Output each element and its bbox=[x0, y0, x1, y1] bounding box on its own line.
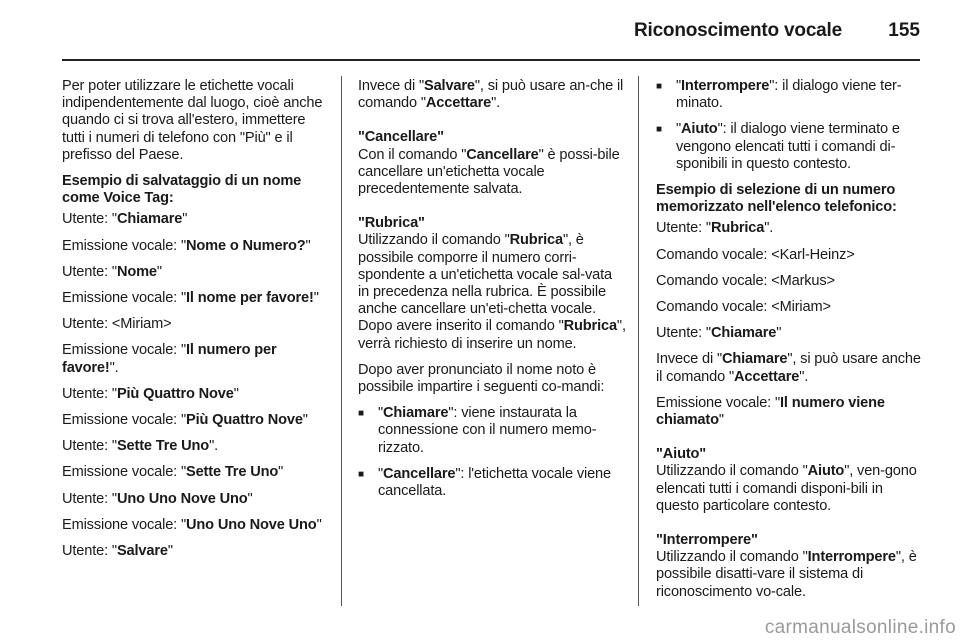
dialog-line: Comando vocale: <Markus> bbox=[656, 272, 835, 289]
header-divider bbox=[62, 59, 920, 61]
column-2 bbox=[358, 78, 626, 509]
column-1 bbox=[62, 78, 332, 569]
interrompere-paragraph: Utilizzando il comando "Interrompere", è possibile disatti-vare il sistema di riconoscimento vo-cale. bbox=[656, 549, 917, 600]
dialog-line: Utente: "Chiamare" bbox=[656, 325, 782, 342]
dialog-line: Utente: "Salvare" bbox=[62, 543, 173, 560]
dialog-line: Utente: "Più Quattro Nove" bbox=[62, 385, 239, 402]
dialog-line: Emissione vocale: "Il numero viene chiamato" bbox=[656, 394, 885, 429]
watermark: carmanualsonline.info bbox=[764, 617, 956, 638]
list-item: ■ "Aiuto": il dialogo viene terminato e vengono elencati tutti i comandi di-sponibili in questo contesto. bbox=[656, 121, 900, 172]
dialog-line: Utente: "Sette Tre Uno". bbox=[62, 438, 218, 455]
dialog-line: Emissione vocale: "Nome o Numero?" bbox=[62, 237, 311, 254]
dialog-line: Emissione vocale: "Il nome per favore!" bbox=[62, 290, 319, 307]
cancellare-heading: "Cancellare" bbox=[358, 129, 444, 146]
dialog-line: Emissione vocale: "Uno Uno Nove Uno" bbox=[62, 516, 322, 533]
dialog-line: Emissione vocale: "Più Quattro Nove" bbox=[62, 412, 308, 429]
column-divider bbox=[341, 76, 342, 606]
dialog-line: Utente: "Uno Uno Nove Uno" bbox=[62, 490, 253, 507]
commands-intro: Dopo aver pronunciato il nome noto è possibile impartire i seguenti co-mandi: bbox=[358, 361, 605, 396]
rubrica-heading: "Rubrica" bbox=[358, 215, 425, 232]
rubrica-paragraph: Utilizzando il comando "Rubrica", è possibile comporre il numero corri-spondente a un'etichetta vocale sal-vata in precedenza nella rubrica. È possibile anche cancellare un'eti-chetta vocale. Dopo avere inserito il comando "Rubrica", verrà richiesto di inserire un nome. bbox=[358, 232, 626, 352]
alternative-command-paragraph: Invece di "Chiamare", si può usare anche il comando "Accettare". bbox=[656, 351, 921, 385]
dialog-line: Emissione vocale: "Sette Tre Uno" bbox=[62, 464, 284, 481]
list-item: ■ "Chiamare": viene instaurata la connessione con il numero memo-rizzato. bbox=[358, 405, 597, 456]
interrompere-heading: "Interrompere" bbox=[656, 532, 758, 549]
dialog-line: Comando vocale: <Miriam> bbox=[656, 299, 831, 316]
list-item: ■ "Cancellare": l'etichetta vocale viene cancellata. bbox=[358, 465, 611, 500]
dialog-line: Utente: "Nome" bbox=[62, 263, 162, 280]
example-heading: Esempio di selezione di un numero memorizzato nell'elenco telefonico: bbox=[656, 182, 897, 216]
cancellare-paragraph: Con il comando "Cancellare" è possi-bile cancellare un'etichetta vocale precedentemente salvata. bbox=[358, 146, 620, 198]
dialog-line: Utente: "Chiamare" bbox=[62, 211, 188, 228]
bullet-icon: ■ bbox=[656, 81, 662, 92]
bullet-icon: ■ bbox=[358, 468, 364, 480]
page-number: 155 bbox=[888, 20, 920, 41]
column-3 bbox=[656, 78, 922, 610]
page-title: Riconoscimento vocale bbox=[633, 20, 842, 41]
aiuto-paragraph: Utilizzando il comando "Aiuto", ven-gono elencati tutti i comandi disponi-bili in questo particolare contesto. bbox=[656, 463, 917, 514]
aiuto-heading: "Aiuto" bbox=[656, 446, 707, 463]
alternative-command-paragraph: Invece di "Salvare", si può usare an-che il comando "Accettare". bbox=[358, 78, 624, 112]
intro-paragraph: Per poter utilizzare le etichette vocali indipendentemente dal luogo, cioè anche quando ci si trova all'estero, immettere tutti i numeri di telefono con "Più" e il prefisso del Paese. bbox=[62, 78, 323, 163]
dialog-line: Utente: <Miriam> bbox=[62, 316, 172, 333]
example-heading: Esempio di salvataggio di un nome come Voice Tag: bbox=[62, 173, 302, 207]
column-divider bbox=[638, 76, 639, 606]
bullet-icon: ■ bbox=[358, 408, 364, 420]
list-item: ■ "Interrompere": il dialogo viene ter-minato. bbox=[656, 78, 902, 112]
bullet-icon: ■ bbox=[656, 124, 662, 136]
dialog-line: Utente: "Rubrica". bbox=[656, 220, 774, 237]
dialog-line: Emissione vocale: "Il numero per favore!". bbox=[62, 342, 277, 376]
dialog-line: Comando vocale: <Karl-Heinz> bbox=[656, 246, 855, 263]
